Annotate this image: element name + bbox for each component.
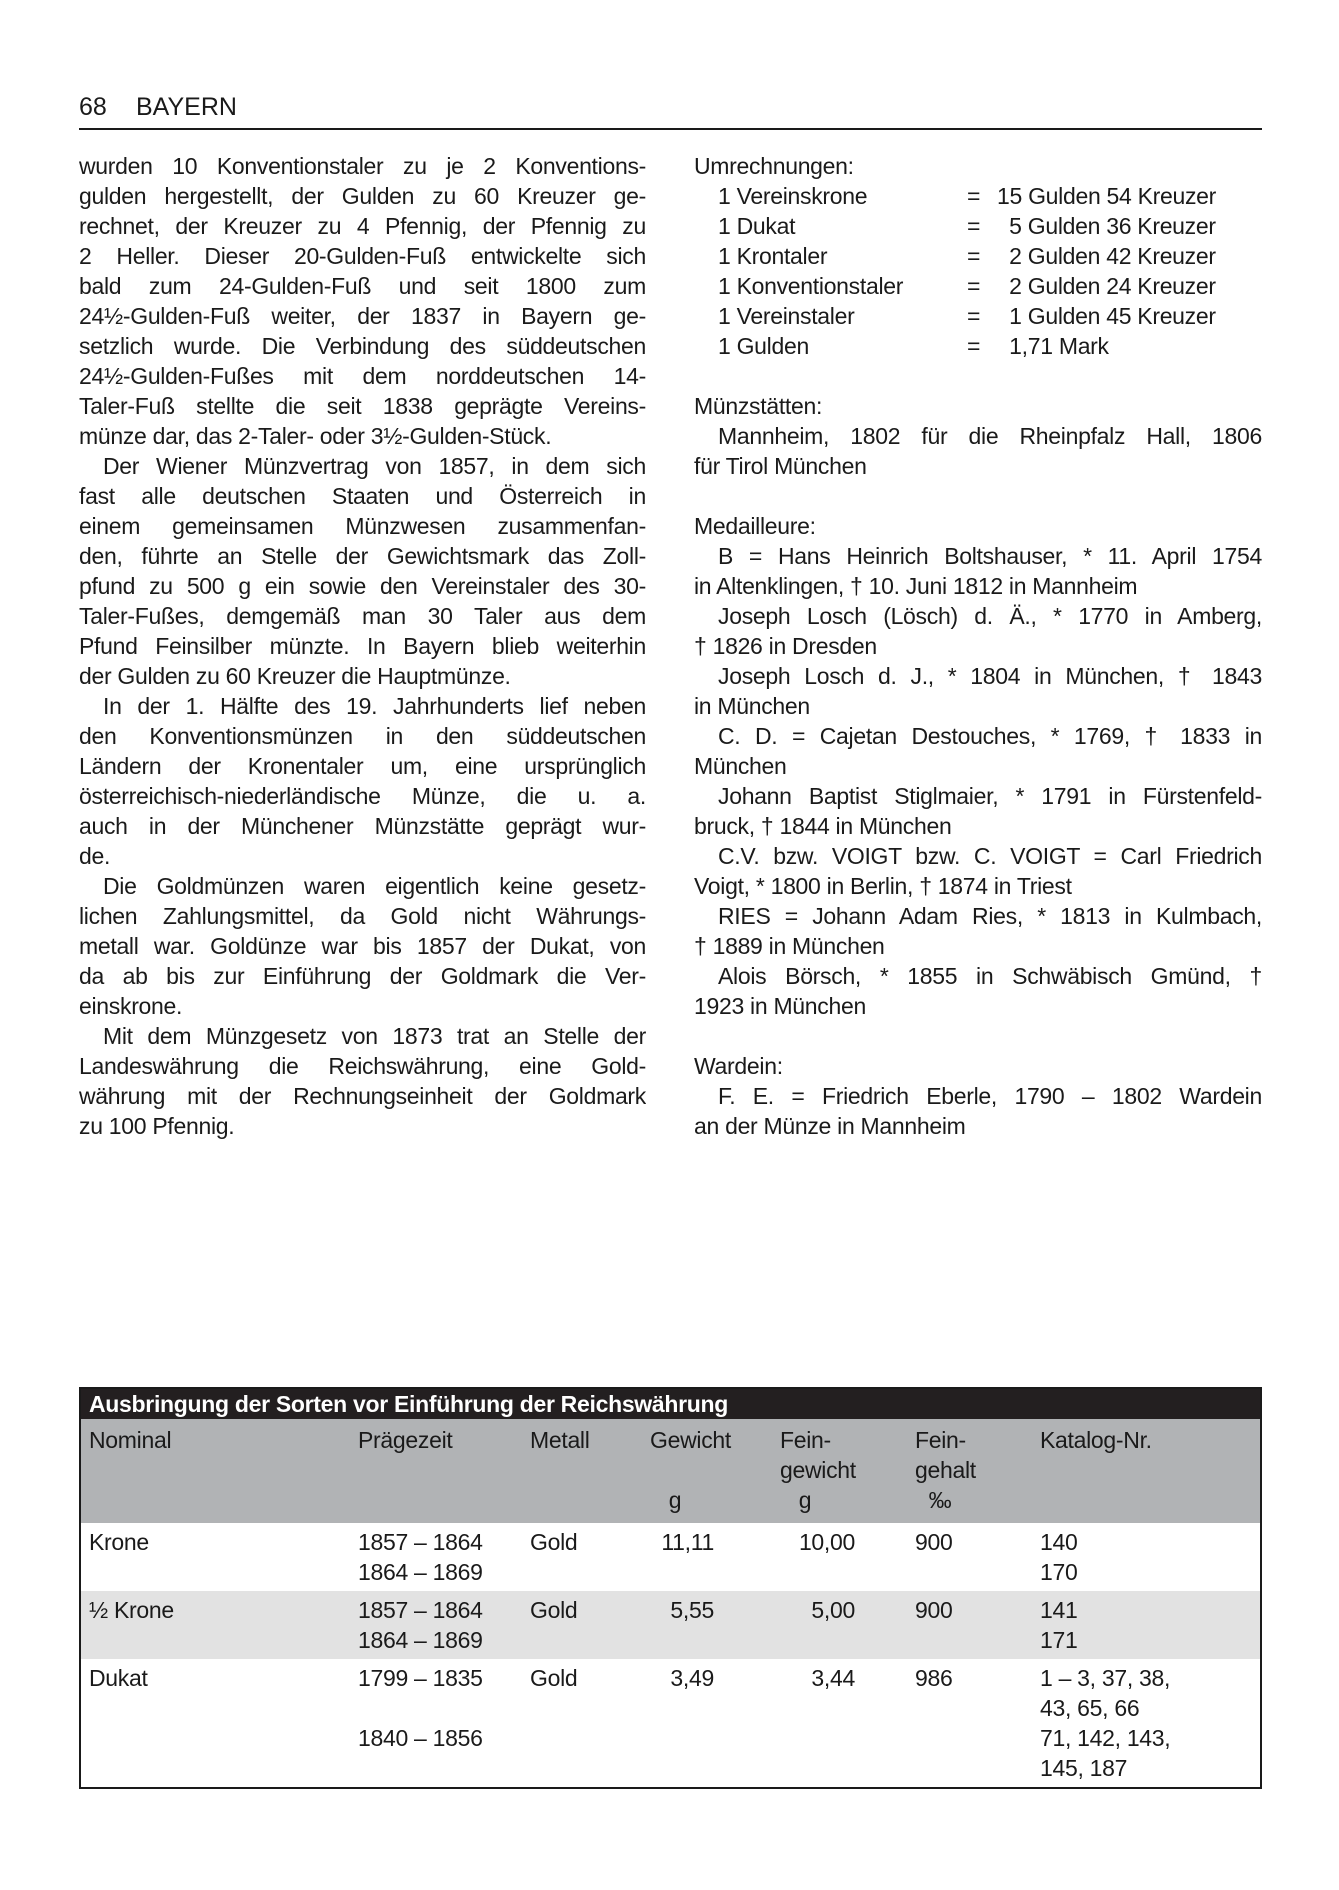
text-line: † 1826 in Dresden xyxy=(694,633,877,659)
text-line: C. D. = Cajetan Destouches, * 1769, † 1833 in xyxy=(718,723,1262,749)
text-line: B = Hans Heinrich Boltshauser, * 11. April 1754 xyxy=(718,543,1262,569)
text-line: F. E. = Friedrich Eberle, 1790 – 1802 Wardein xyxy=(718,1083,1262,1109)
table-row xyxy=(80,1659,1261,1788)
conversion-row xyxy=(694,241,1262,271)
text-line: Johann Baptist Stiglmaier, * 1791 in Fürstenfeld- xyxy=(718,783,1262,809)
text-line: den Konventionsmünzen in den süddeutschen xyxy=(79,723,646,749)
cell-gewicht: 5,55 xyxy=(642,1591,772,1659)
text-line: Joseph Losch d. J., * 1804 in München, † 1843 xyxy=(718,663,1262,689)
text-line: C.V. bzw. VOIGT bzw. C. VOIGT = Carl Friedrich xyxy=(718,843,1262,869)
conversion-a: 1 Konventionstaler xyxy=(718,273,904,299)
text-line: de. xyxy=(79,843,111,869)
conversion-b: 1,71 Mark xyxy=(997,333,1109,359)
text-line: einskrone. xyxy=(79,993,183,1019)
text-line: währung mit der Rechnungseinheit der Goldmark xyxy=(79,1083,646,1109)
text-line: Joseph Losch (Lösch) d. Ä., * 1770 in Amberg, xyxy=(718,603,1262,629)
column-header xyxy=(1032,1419,1261,1523)
column-label: Gewicht xyxy=(650,1427,731,1453)
text-line: Pfund Feinsilber münzte. In Bayern blieb weiterhin xyxy=(79,633,646,659)
cell-feingehalt: 900 xyxy=(915,1529,953,1555)
cell-feingewicht: 3,44 xyxy=(811,1665,855,1691)
text-line: auch in der Münchener Münzstätte geprägt wur- xyxy=(79,813,646,839)
text-line: setzlich wurde. Die Verbindung des süddeutschen xyxy=(79,333,646,359)
text-line: Taler-Fußes, demgemäß man 30 Taler aus dem xyxy=(79,603,646,629)
text-line: lichen Zahlungsmittel, da Gold nicht Währungs- xyxy=(79,903,646,929)
column-unit: ‰ xyxy=(928,1487,952,1513)
cell-feingehalt: 986 xyxy=(915,1665,953,1691)
text-line: in Altenklingen, † 10. Juni 1812 in Mannheim xyxy=(694,573,1138,599)
conversion-a: 1 Gulden xyxy=(718,333,809,359)
text-line: da ab bis zur Einführung der Goldmark die Ver- xyxy=(79,963,646,989)
section-heading: Umrechnungen: xyxy=(694,153,854,179)
text-line: 24½-Gulden-Fuß weiter, der 1837 in Bayern ge- xyxy=(79,303,646,329)
table-title: Ausbringung der Sorten vor Einführung der Reichswährung xyxy=(80,1388,1261,1419)
column-label: Metall xyxy=(530,1427,590,1453)
text-line: 1923 in München xyxy=(694,993,866,1019)
cell-praegezeit: 1857 – 1864 1864 – 1869 xyxy=(350,1591,522,1659)
column-header xyxy=(522,1419,642,1523)
column-unit: g xyxy=(668,1487,682,1513)
column-header xyxy=(772,1419,907,1523)
cell-feingewicht: 5,00 xyxy=(772,1591,907,1659)
text-line: In der 1. Hälfte des 19. Jahrhunderts lief neben xyxy=(103,693,646,719)
cell-metall: Gold xyxy=(530,1665,578,1691)
conversion-b: 2 Gulden 42 Kreuzer xyxy=(997,243,1216,269)
text-line: zu 100 Pfennig. xyxy=(79,1113,235,1139)
coin-table xyxy=(79,1387,1262,1789)
conversion-eq: = xyxy=(967,333,981,359)
text-line: österreichisch-niederländische Münze, die u. a. xyxy=(79,783,646,809)
text-line: Der Wiener Münzvertrag von 1857, in dem sich xyxy=(103,453,646,479)
column-label: Katalog-Nr. xyxy=(1040,1427,1152,1453)
text-line: Voigt, * 1800 in Berlin, † 1874 in Triest xyxy=(694,873,1072,899)
running-header xyxy=(79,88,1262,130)
text-line: Ländern der Kronentaler um, eine ursprünglich xyxy=(79,753,646,779)
text-line: † 1889 in München xyxy=(694,933,885,959)
text-line: Taler-Fuß stellte die seit 1838 geprägte Vereins- xyxy=(79,393,646,419)
conversion-a: 1 Dukat xyxy=(718,213,796,239)
cell-katalog: 140 170 xyxy=(1040,1529,1078,1585)
table-row xyxy=(80,1591,1261,1659)
conversion-b: 2 Gulden 24 Kreuzer xyxy=(997,273,1216,299)
conversion-eq: = xyxy=(967,273,981,299)
text-line: bruck, † 1844 in München xyxy=(694,813,952,839)
column-header xyxy=(350,1419,522,1523)
column-header xyxy=(642,1419,772,1523)
section-title: BAYERN xyxy=(136,93,237,121)
conversion-b: 5 Gulden 36 Kreuzer xyxy=(997,213,1216,239)
text-line: münze dar, das 2-Taler- oder 3½-Gulden-Stück. xyxy=(79,423,552,449)
text-line: Die Goldmünzen waren eigentlich keine gesetz- xyxy=(103,873,646,899)
text-line: Landeswährung die Reichswährung, eine Gold- xyxy=(79,1053,646,1079)
conversion-row xyxy=(694,271,1262,301)
text-line: bald zum 24-Gulden-Fuß und seit 1800 zum xyxy=(79,273,646,299)
cell-metall: Gold xyxy=(530,1529,578,1555)
conversion-a: 1 Vereinskrone xyxy=(718,183,868,209)
conversion-a: 1 Vereinstaler xyxy=(718,303,855,329)
column-header xyxy=(80,1419,350,1523)
conversion-eq: = xyxy=(967,213,981,239)
text-line: rechnet, der Kreuzer zu 4 Pfennig, der Pfennig zu xyxy=(79,213,646,239)
column-unit: g xyxy=(798,1487,812,1513)
right-column xyxy=(694,151,1262,1141)
text-line: wurden 10 Konventionstaler zu je 2 Konventions- xyxy=(79,153,646,179)
conversion-b: 15 Gulden 54 Kreuzer xyxy=(997,183,1217,209)
section-heading: Wardein: xyxy=(694,1053,783,1079)
cell-feingewicht: 10,00 xyxy=(798,1529,855,1555)
table-header-row xyxy=(80,1419,1261,1523)
cell-praegezeit: 1857 – 1864 1864 – 1869 xyxy=(358,1529,483,1585)
left-column xyxy=(79,151,646,1141)
column-label: Prägezeit xyxy=(358,1427,453,1453)
text-line: 2 Heller. Dieser 20-Gulden-Fuß entwickelte sich xyxy=(79,243,646,269)
page-number: 68 xyxy=(79,93,107,121)
table-row xyxy=(80,1523,1261,1591)
text-line: Mit dem Münzgesetz von 1873 trat an Stelle der xyxy=(103,1023,646,1049)
text-line: in München xyxy=(694,693,810,719)
text-line: an der Münze in Mannheim xyxy=(694,1113,966,1139)
conversion-eq: = xyxy=(967,183,981,209)
cell-feingehalt: 900 xyxy=(907,1591,1032,1659)
conversion-eq: = xyxy=(967,303,981,329)
cell-gewicht: 11,11 xyxy=(661,1529,714,1555)
conversion-row xyxy=(694,211,1262,241)
conversion-b: 1 Gulden 45 Kreuzer xyxy=(997,303,1216,329)
text-line: der Gulden zu 60 Kreuzer die Hauptmünze. xyxy=(79,663,511,689)
cell-metall: Gold xyxy=(522,1591,642,1659)
text-line: fast alle deutschen Staaten und Österreich in xyxy=(79,483,646,509)
conversion-a: 1 Krontaler xyxy=(718,243,828,269)
conversion-row xyxy=(694,331,1262,361)
column-label: Nominal xyxy=(89,1427,172,1453)
conversion-row xyxy=(694,301,1262,331)
section-heading: Münzstätten: xyxy=(694,393,823,419)
conversion-row xyxy=(694,181,1262,211)
text-line: München xyxy=(694,753,787,779)
text-line: gulden hergestellt, der Gulden zu 60 Kreuzer ge- xyxy=(79,183,646,209)
cell-nominal: Dukat xyxy=(89,1665,148,1691)
section-heading: Medailleure: xyxy=(694,513,816,539)
column-label: Fein- gehalt xyxy=(915,1427,976,1483)
conversion-eq: = xyxy=(967,243,981,269)
cell-katalog: 141 171 xyxy=(1032,1591,1261,1659)
cell-nominal: Krone xyxy=(89,1529,149,1555)
text-line: metall war. Goldünze war bis 1857 der Dukat, von xyxy=(79,933,646,959)
text-line: 24½-Gulden-Fußes mit dem norddeutschen 14- xyxy=(79,363,646,389)
text-line: Mannheim, 1802 für die Rheinpfalz Hall, 1806 xyxy=(718,423,1262,449)
cell-katalog: 1 – 3, 37, 38, 43, 65, 66 71, 142, 143, 145, 187 xyxy=(1040,1665,1171,1781)
column-label: Fein- gewicht xyxy=(780,1427,856,1483)
column-header xyxy=(907,1419,1032,1523)
text-line: Alois Börsch, * 1855 in Schwäbisch Gmünd, † xyxy=(718,963,1262,989)
text-line: den, führte an Stelle der Gewichtsmark das Zoll- xyxy=(79,543,646,569)
text-line: einem gemeinsamen Münzwesen zusammenfan- xyxy=(79,513,646,539)
text-line: RIES = Johann Adam Ries, * 1813 in Kulmbach, xyxy=(718,903,1262,929)
cell-nominal: ½ Krone xyxy=(80,1591,350,1659)
text-line: für Tirol München xyxy=(694,453,867,479)
text-line: pfund zu 500 g ein sowie den Vereinstaler des 30- xyxy=(79,573,646,599)
cell-praegezeit: 1799 – 1835 1840 – 1856 xyxy=(358,1665,483,1751)
cell-gewicht: 3,49 xyxy=(670,1665,714,1691)
